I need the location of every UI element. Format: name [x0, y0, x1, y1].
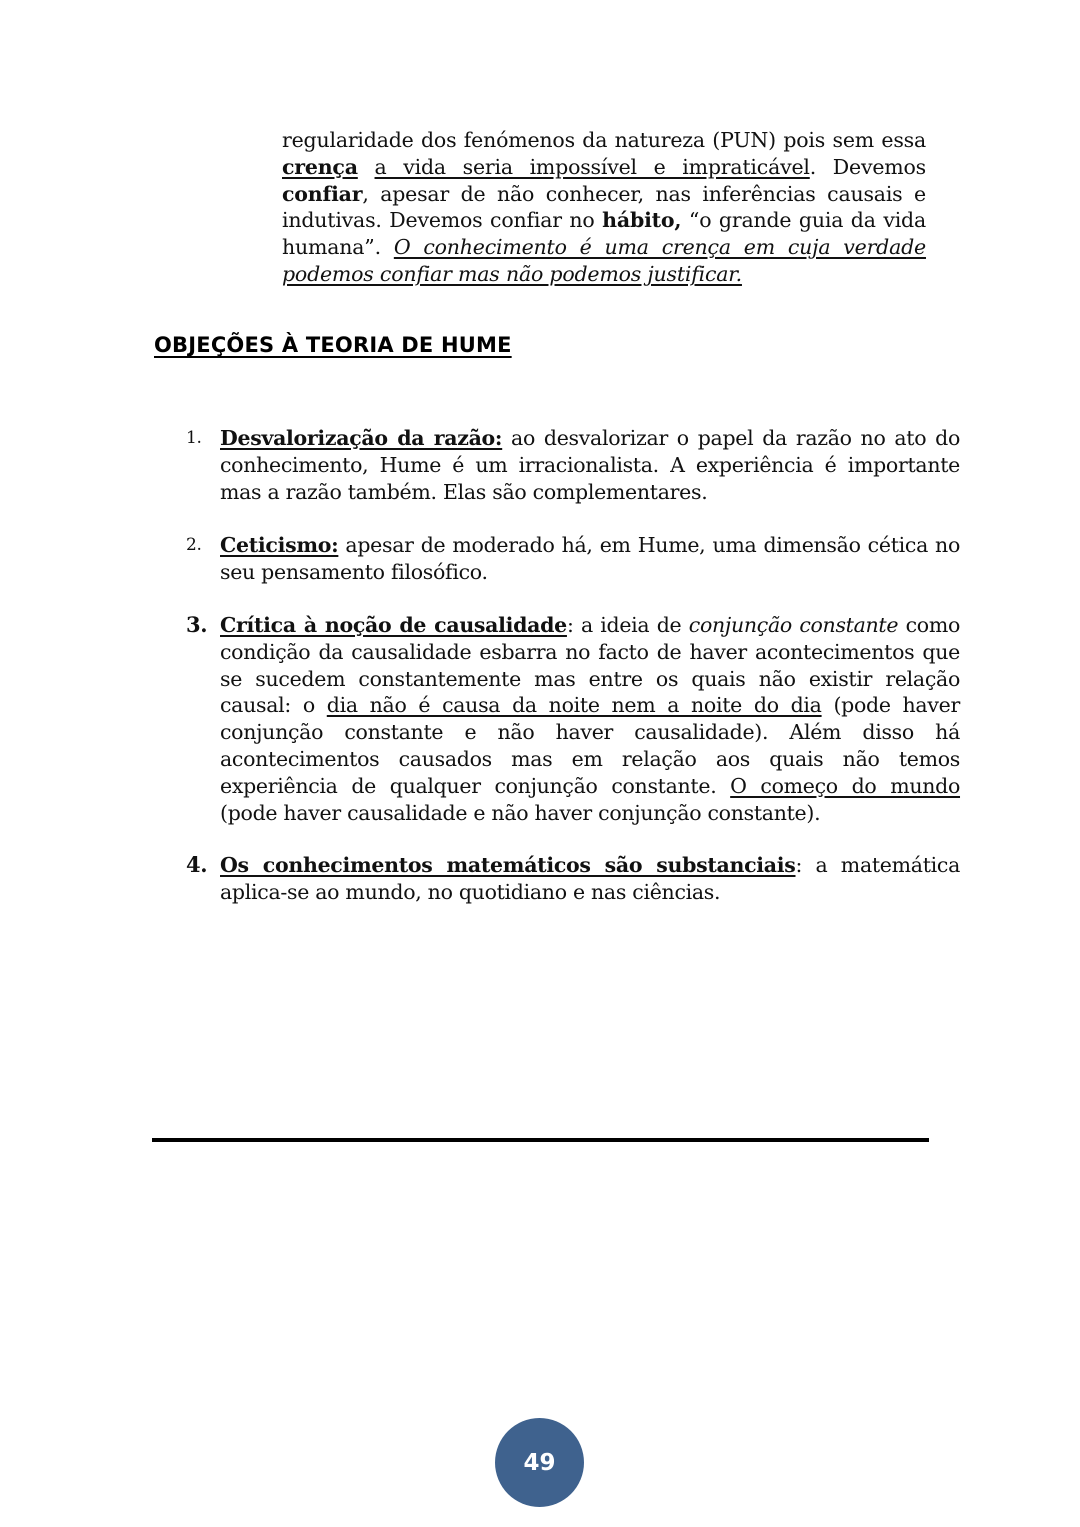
intro-conclusion: O conhecimento é uma crença em cuja verdade podemos confiar mas não podemos justificar. [282, 235, 926, 286]
intro-space [358, 155, 375, 179]
objection-item [186, 852, 960, 906]
item-text: : a ideia de [566, 613, 689, 637]
objection-item [186, 532, 960, 586]
item-text: (pode haver causalidade e não haver conjunção constante). [220, 800, 821, 825]
item-title: Os conhecimentos matemáticos são substanciais [220, 853, 796, 877]
item-example-underlined: O começo do mundo [730, 773, 961, 798]
item-text: apesar de moderado há, em Hume, uma dimensão cética no seu pensamento filosófico. [220, 533, 960, 584]
page-number-badge [495, 1418, 584, 1507]
intro-text: , apesar de não conhecer, nas inferências causais e indutivas. Devemos confiar no [282, 181, 926, 233]
item-example-underlined: dia não é causa da noite nem a noite do dia [326, 693, 822, 718]
intro-emphasis-crenca: crença [282, 154, 358, 179]
intro-text: regularidade dos fenómenos da natureza (PUN) pois sem essa [282, 128, 926, 152]
intro-emphasis-habito: hábito, [602, 208, 682, 233]
intro-emphasis-confiar: confiar [282, 181, 363, 206]
item-title: Ceticismo: [220, 533, 339, 557]
item-text: ao desvalorizar o papel da razão no ato do conhecimento, Hume é um irracionalista. A experiência é importante mas a razão também. Elas são complementares. [220, 426, 960, 504]
intro-quote: “o grande guia da vida humana”. [282, 208, 926, 260]
item-title: Crítica à noção de causalidade [220, 613, 567, 637]
page-number: 49 [523, 1449, 556, 1476]
section-heading: OBJEÇÕES À TEORIA DE HUME [154, 333, 512, 357]
item-number: 4. [186, 852, 208, 877]
item-text: como condição da causalidade esbarra no facto de haver acontecimentos que se sucedem constantemente mas entre os quais não existir relação causal: o [220, 613, 961, 718]
intro-text: . Devemos [809, 154, 926, 179]
footer-divider [152, 1138, 929, 1142]
intro-underlined-phrase: a vida seria impossível e impraticável [374, 154, 810, 179]
objection-item [186, 612, 960, 826]
item-title: Desvalorização da razão: [220, 426, 503, 450]
item-number: 3. [186, 612, 208, 637]
item-italic-term: conjunção constante [688, 613, 899, 637]
item-number: 1. [186, 428, 202, 448]
intro-paragraph [282, 127, 926, 288]
item-text: : a matemática aplica-se ao mundo, no quotidiano e nas ciências. [220, 853, 960, 904]
item-text: (pode haver conjunção constante e não haver causalidade). Além disso há acontecimentos causados mas em relação aos quais não temos experiência de qualquer conjunção constante. [220, 693, 960, 798]
objection-item [186, 425, 960, 505]
item-number: 2. [186, 535, 202, 555]
